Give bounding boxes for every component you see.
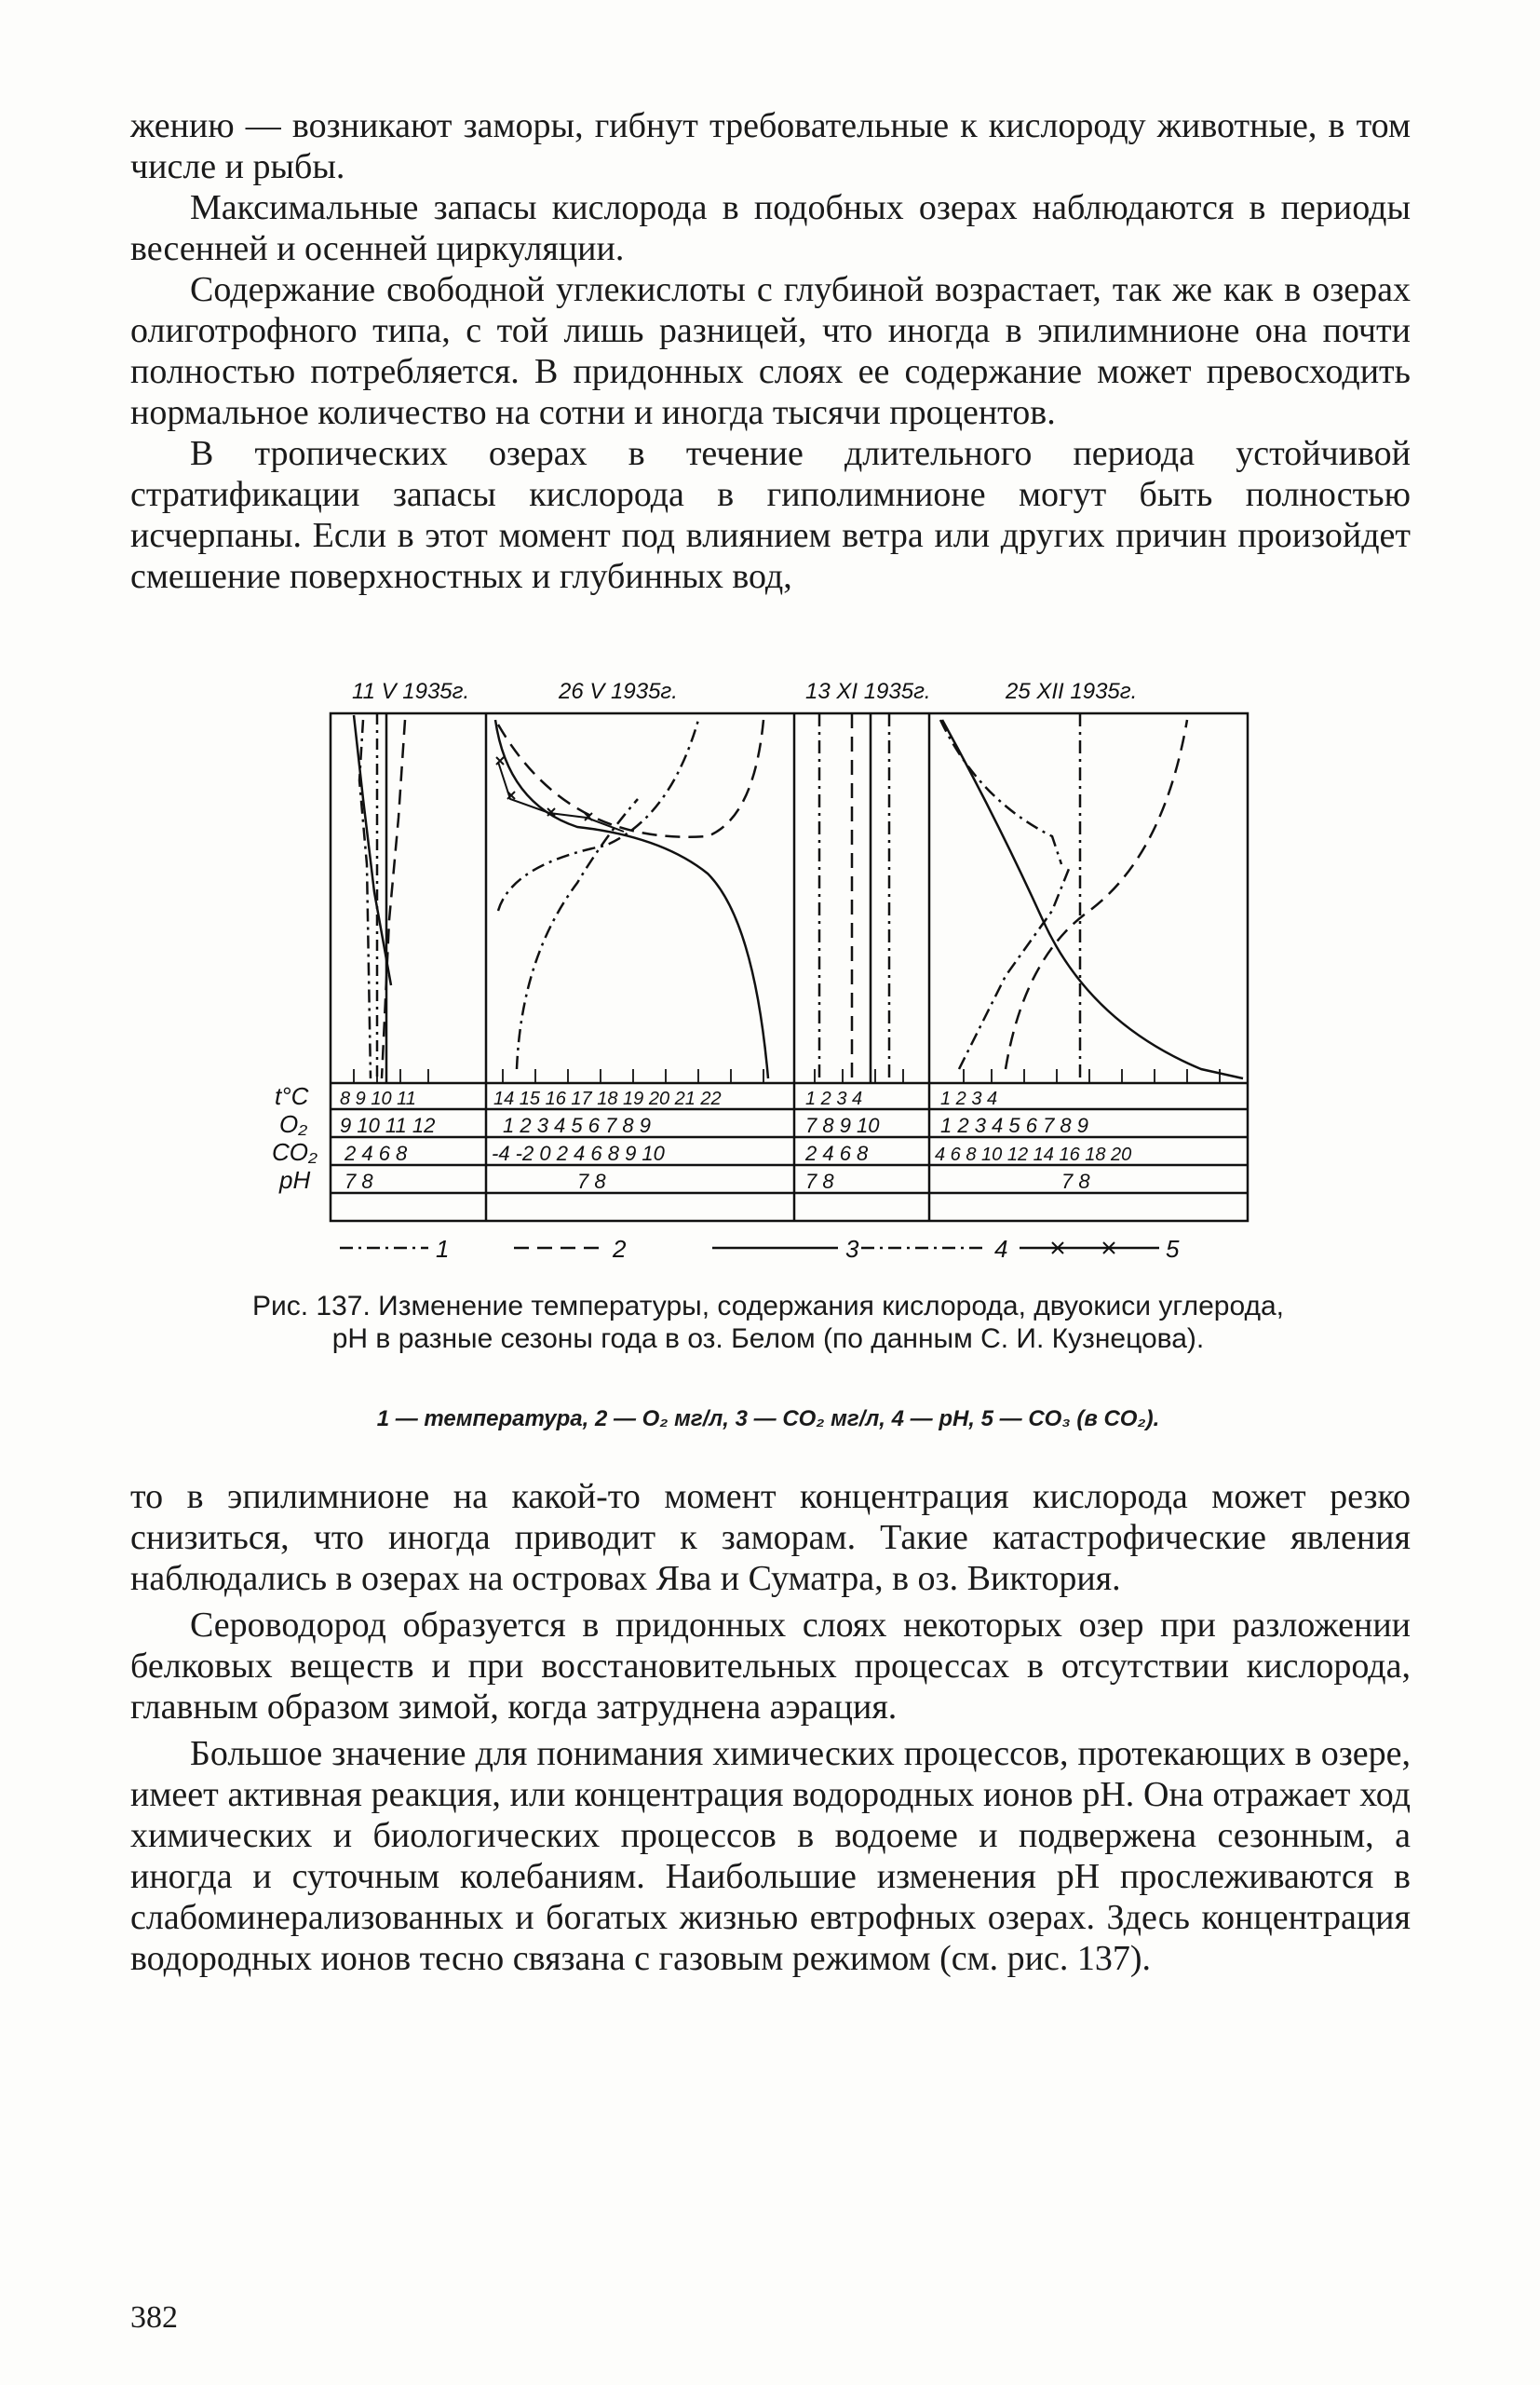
legend-number-1: 1 (436, 1235, 450, 1263)
paragraph-tropical-lakes: В тропических озерах в течение длительного периода устойчивой стратификации запасы кислорода в гиполимнионе могут быть полностью исчерпаны. Если в этот момент под влиянием ветра или других причин произойдет смешение поверхностных и глубинных вод, (130, 434, 1411, 596)
scale-co2-2: -4 -2 0 2 4 6 8 9 10 (492, 1142, 665, 1165)
row-label-co2: CO₂ (272, 1138, 317, 1166)
legend-number-5: 5 (1166, 1235, 1180, 1263)
paragraph-ph: Большое значение для понимания химических процессов, протекающих в озере, имеет активная реакция, или концентрация водородных ионов pH. Она отражает ход химических и биологических процессов в водоеме и подвержена сезонным, а иногда и суточным колебаниям. Наибольшие изменения pH прослеживаются в слабоминерализованных и богатых жизнью евтрофных озерах. Здесь концентрация водородных ионов тесно связана с газовым режимом (см. рис. 137). (130, 1734, 1411, 1978)
scale-ph-2: 7 8 (577, 1170, 606, 1193)
date-label-4: 25 XII 1935г. (1006, 679, 1138, 704)
legend-number-3: 3 (845, 1235, 859, 1263)
legend-number-2: 2 (613, 1235, 627, 1263)
panel-1-curves (354, 713, 405, 1083)
paragraph-zamor: то в эпилимнионе на какой-то момент концентрация кислорода может резко снизиться, что иногда приводит к заморам. Такие катастрофические явления наблюдались в озерах на островах Ява и Суматра, в оз. Виктория. (130, 1477, 1411, 1598)
figure-137 (270, 678, 1276, 1293)
panel-4-temperature-curve (940, 720, 1061, 864)
scale-co2-1: 2 4 6 8 (344, 1142, 408, 1165)
scale-t-3: 1 2 3 4 (805, 1089, 863, 1109)
figure-legend-caption: 1 — температура, 2 — O₂ мг/л, 3 — CO₂ мг/л, 4 — pH, 5 — CO₃ (в CO₂). (376, 1406, 1160, 1431)
ticks (354, 1069, 1220, 1083)
panel-4-co2-curve (942, 720, 1243, 1078)
date-label-1: 11 V 1935г. (352, 679, 470, 704)
scale-ph-3: 7 8 (805, 1170, 834, 1193)
panel-3-curves (819, 713, 889, 1083)
scale-co2-3: 2 4 6 8 (805, 1142, 869, 1165)
panel-4-ph-curve (959, 864, 1071, 1069)
scale-t-1: 8 9 10 11 (340, 1089, 416, 1109)
row-label-ph: pH (279, 1166, 311, 1194)
scale-o2-2: 1 2 3 4 5 6 7 8 9 (503, 1114, 652, 1137)
panel-4-oxygen-curve (1006, 720, 1187, 1069)
page-number: 382 (130, 2300, 178, 2335)
row-label-t: t°C (275, 1082, 309, 1110)
bottom-text-block (130, 1476, 1411, 1985)
panel-2-temperature-curve (498, 720, 698, 911)
row-label-o2: O₂ (279, 1110, 308, 1138)
top-text-block (130, 105, 1411, 597)
panel-2-curves (495, 720, 768, 1078)
scale-o2-3: 7 8 9 10 (805, 1114, 880, 1137)
scale-t-4: 1 2 3 4 (940, 1089, 998, 1109)
panel-2-co2-curve (495, 720, 768, 1078)
scale-ph-4: 7 8 (1061, 1170, 1090, 1193)
panel-4-curves (940, 713, 1243, 1083)
paragraph-carbon-dioxide: Содержание свободной углекислоты с глубиной возрастает, так же как в озерах олиготрофного типа, с той лишь разницей, что иногда в эпилимнионе она почти полностью потребляется. В придонных слоях ее содержание может превосходить нормальное количество на сотни и иногда тысячи процентов. (130, 270, 1411, 432)
paragraph-continuation: жению — возникают заморы, гибнут требовательные к кислороду животные, в том числе и рыбы. (130, 106, 1411, 186)
scale-o2-1: 9 10 11 12 (340, 1114, 436, 1137)
scale-ph-1: 7 8 (344, 1170, 373, 1193)
legend-samples (340, 1242, 1159, 1253)
figure-caption: Рис. 137. Изменение температуры, содержания кислорода, двуокиси углерода, pH в разные сезоны года в оз. Белом (по данным С. И. Кузнецова). (251, 1291, 1285, 1354)
scale-co2-4: 4 6 8 10 12 14 16 18 20 (935, 1145, 1132, 1165)
paragraph-hydrogen-sulfide: Сероводород образуется в придонных слоях некоторых озер при разложении белковых веществ и при восстановительных процессах в отсутствии кислорода, главным образом зимой, когда затруднена аэрация. (130, 1606, 1411, 1727)
paragraph-oxygen-maximum: Максимальные запасы кислорода в подобных озерах наблюдаются в периоды весенней и осенней циркуляции. (130, 188, 1411, 268)
date-label-3: 13 XI 1935г. (805, 679, 931, 704)
scale-o2-4: 1 2 3 4 5 6 7 8 9 (940, 1114, 1089, 1137)
panel-2-oxygen-curve (498, 720, 763, 837)
figure-137-diagram (270, 678, 1276, 1293)
legend-number-4: 4 (994, 1235, 1008, 1263)
date-label-2: 26 V 1935г. (559, 679, 678, 704)
scale-t-2: 14 15 16 17 18 19 20 21 22 (493, 1089, 722, 1109)
